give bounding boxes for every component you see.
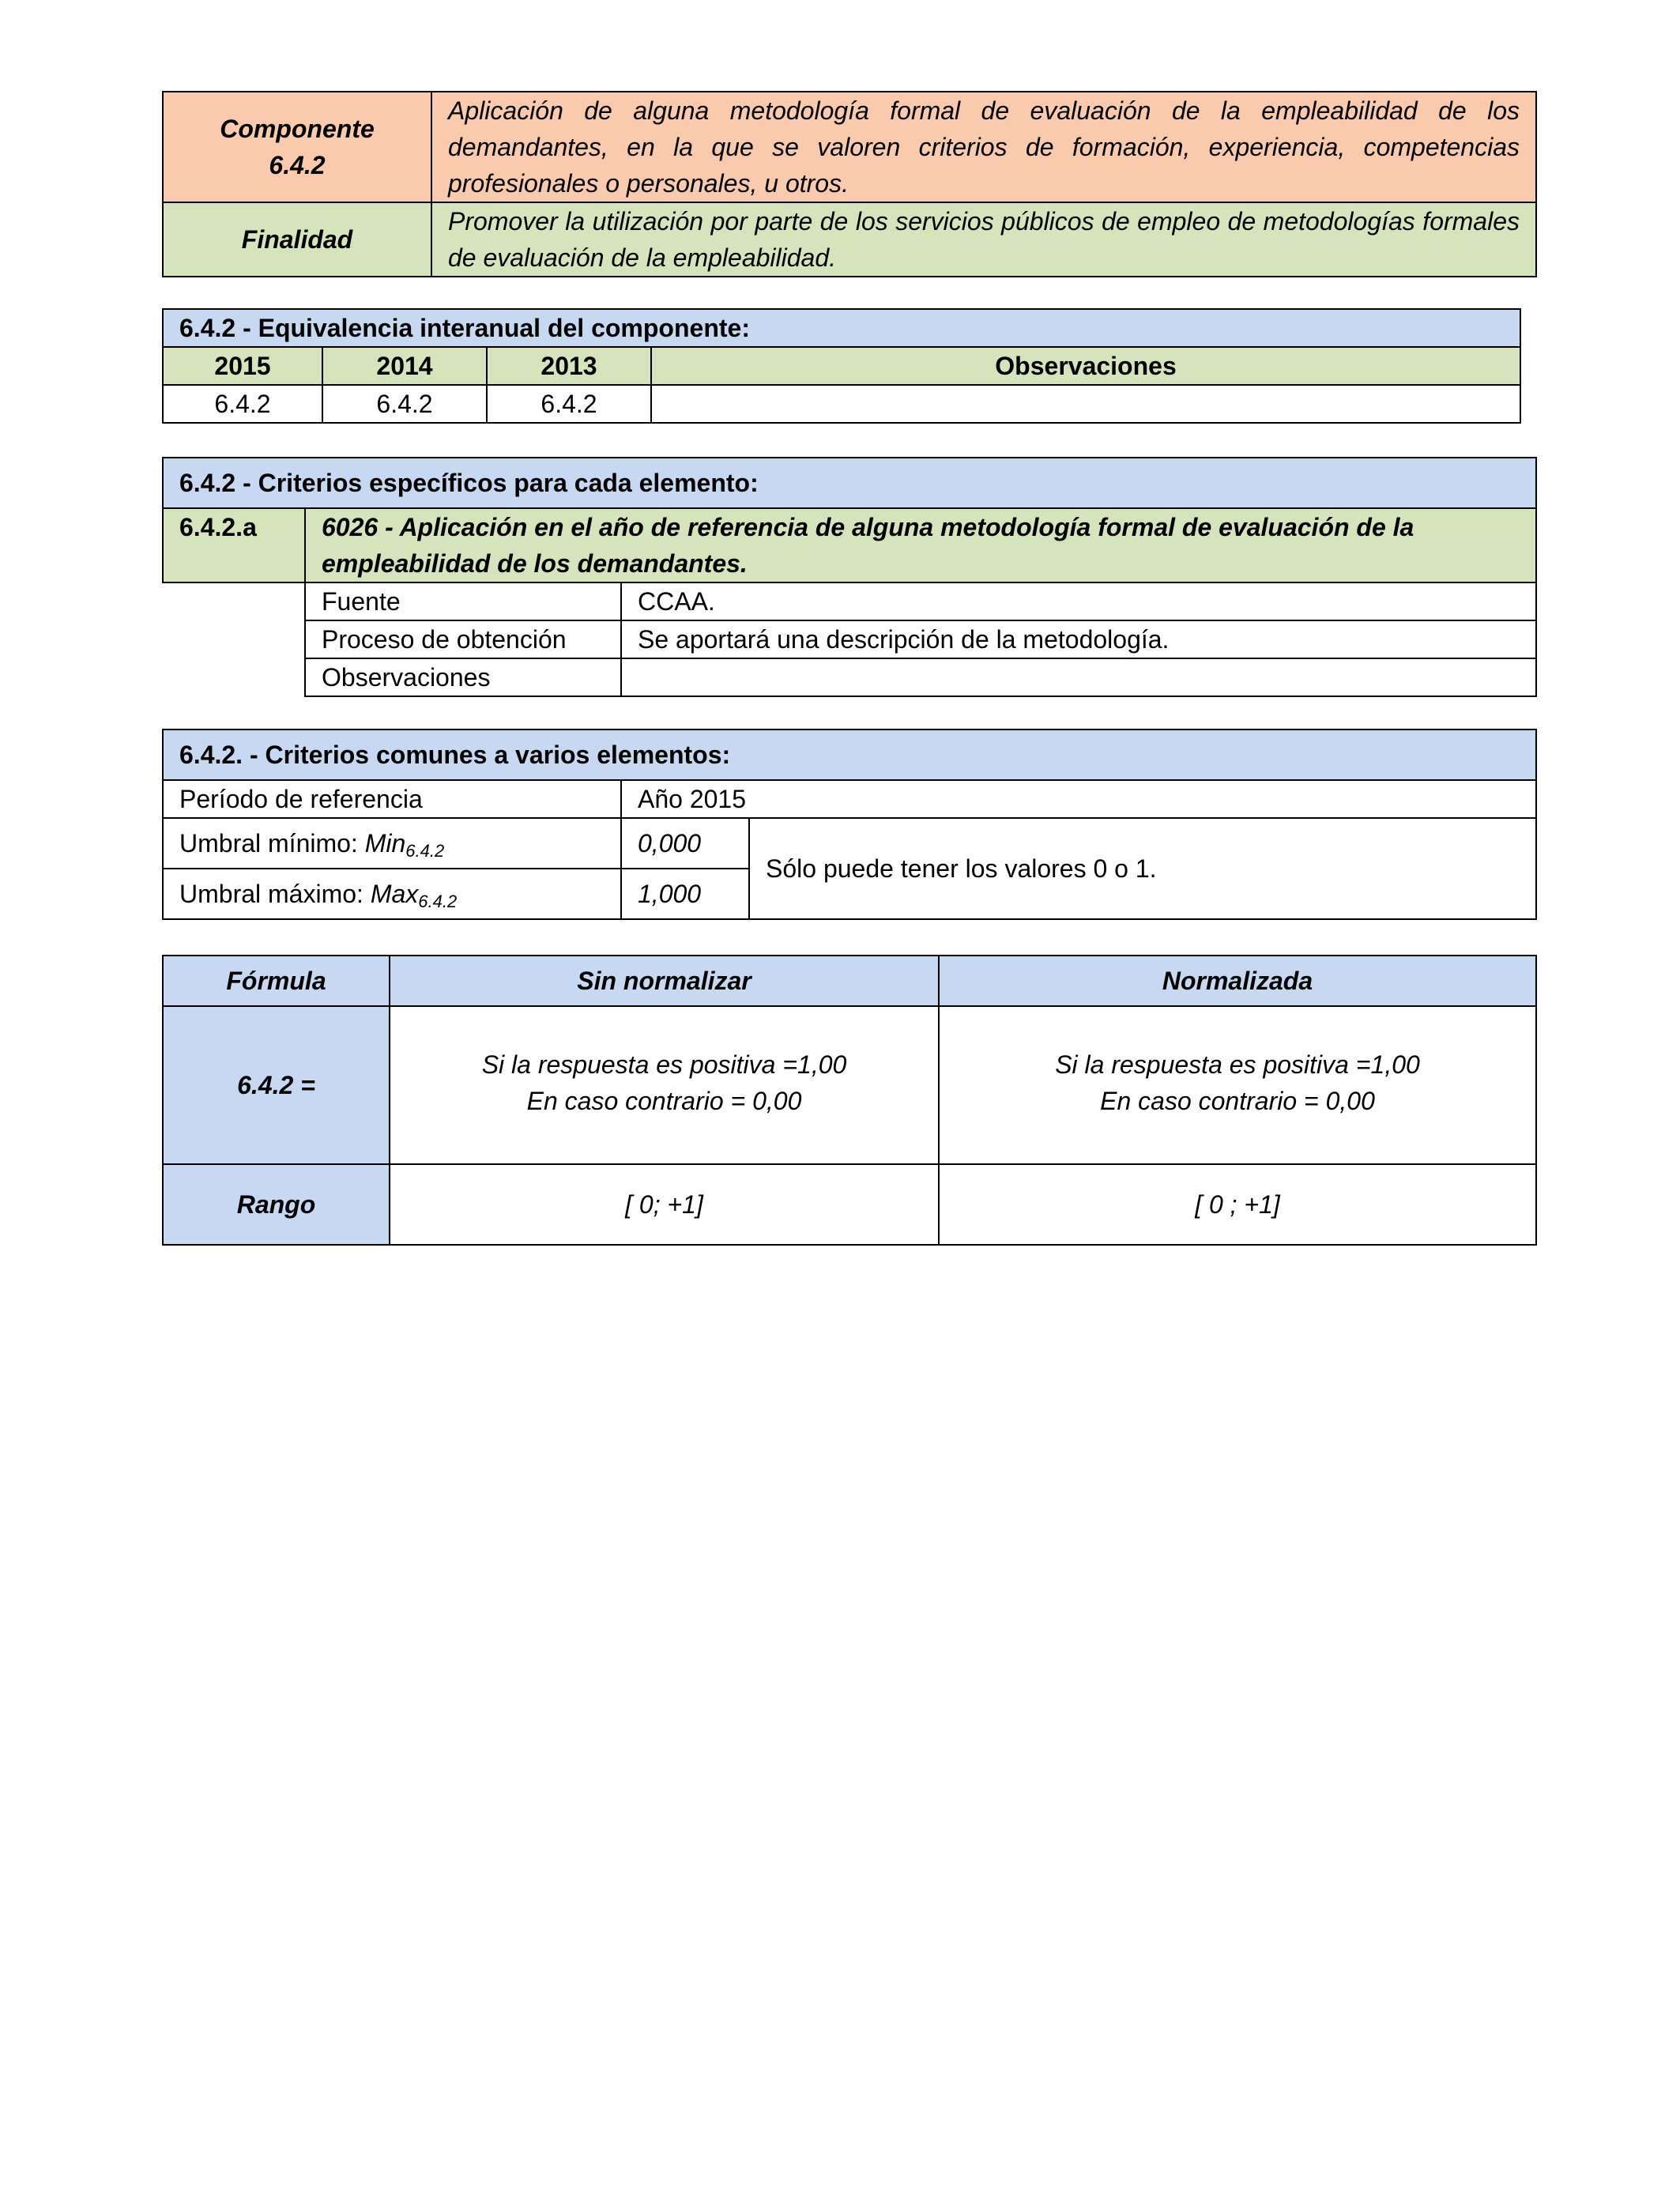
- max-threshold-var: Max: [370, 880, 419, 908]
- proceso-label: Proceso de obtención: [305, 620, 621, 658]
- normalized-formula: [939, 1006, 1536, 1164]
- formula-table: [162, 955, 1537, 1246]
- equivalence-title: 6.4.2 - Equivalencia interanual del componente:: [163, 309, 1520, 347]
- equivalence-value-2013: 6.4.2: [487, 385, 651, 423]
- spacer-cell: [163, 658, 305, 696]
- min-threshold-value: 0,000: [621, 818, 749, 869]
- fuente-label: Fuente: [305, 582, 621, 620]
- period-label: Período de referencia: [163, 780, 621, 818]
- formula-header: Fórmula: [163, 956, 390, 1006]
- component-label-line2: 6.4.2: [269, 151, 326, 179]
- raw-formula-line2: En caso contrario = 0,00: [526, 1087, 802, 1115]
- spacer-cell: [163, 620, 305, 658]
- common-criteria-title: 6.4.2. - Criterios comunes a varios elementos:: [163, 729, 1536, 780]
- period-value: Año 2015: [621, 780, 1536, 818]
- threshold-note: Sólo puede tener los valores 0 o 1.: [749, 818, 1536, 919]
- range-raw: [ 0; +1]: [390, 1164, 939, 1245]
- component-description: Aplicación de alguna metodología formal de evaluación de la empleabilidad de los demandantes, en la que se valoren criterios de formación, experiencia, competencias profesionales o personales, u otros.: [431, 92, 1536, 202]
- equivalence-value-2015: 6.4.2: [163, 385, 322, 423]
- observaciones-value: [621, 658, 1536, 696]
- min-threshold-var: Min: [364, 829, 406, 858]
- equivalence-value-2014: 6.4.2: [322, 385, 487, 423]
- observaciones-label: Observaciones: [305, 658, 621, 696]
- min-threshold-label: [163, 818, 621, 869]
- component-label: [163, 92, 431, 202]
- purpose-label: Finalidad: [163, 202, 431, 277]
- min-threshold-text: Umbral mínimo:: [179, 829, 365, 858]
- range-normalized: [ 0 ; +1]: [939, 1164, 1536, 1245]
- specific-criteria-table: [162, 457, 1537, 697]
- formula-label: 6.4.2 =: [163, 1006, 390, 1164]
- equivalence-table: [162, 308, 1521, 424]
- specific-criteria-title: 6.4.2 - Criterios específicos para cada elemento:: [163, 458, 1536, 508]
- equivalence-header-observaciones: Observaciones: [651, 347, 1520, 385]
- raw-header: Sin normalizar: [390, 956, 939, 1006]
- equivalence-header-2014: 2014: [322, 347, 487, 385]
- normalized-header: Normalizada: [939, 956, 1536, 1006]
- equivalence-header-2015: 2015: [163, 347, 322, 385]
- max-threshold-sub: 6.4.2: [418, 892, 458, 911]
- raw-formula-line1: Si la respuesta es positiva =1,00: [481, 1050, 847, 1079]
- element-description: 6026 - Aplicación en el año de referencia de alguna metodología formal de evaluación de la empleabilidad de los demandantes.: [305, 508, 1536, 582]
- min-threshold-sub: 6.4.2: [405, 841, 445, 861]
- max-threshold-label: [163, 869, 621, 919]
- common-criteria-table: [162, 729, 1537, 920]
- range-label: Rango: [163, 1164, 390, 1245]
- equivalence-header-2013: 2013: [487, 347, 651, 385]
- normalized-formula-line1: Si la respuesta es positiva =1,00: [1055, 1050, 1420, 1079]
- component-table: [162, 91, 1537, 277]
- raw-formula: [390, 1006, 939, 1164]
- proceso-value: Se aportará una descripción de la metodología.: [621, 620, 1536, 658]
- max-threshold-text: Umbral máximo:: [179, 880, 371, 908]
- max-threshold-value: 1,000: [621, 869, 749, 919]
- fuente-value: CCAA.: [621, 582, 1536, 620]
- purpose-text: Promover la utilización por parte de los servicios públicos de empleo de metodologías formales de evaluación de la empleabilidad.: [431, 202, 1536, 277]
- element-code: 6.4.2.a: [163, 508, 305, 582]
- normalized-formula-line2: En caso contrario = 0,00: [1100, 1087, 1375, 1115]
- spacer-cell: [163, 582, 305, 620]
- equivalence-value-observaciones: [651, 385, 1520, 423]
- component-label-line1: Componente: [220, 115, 375, 143]
